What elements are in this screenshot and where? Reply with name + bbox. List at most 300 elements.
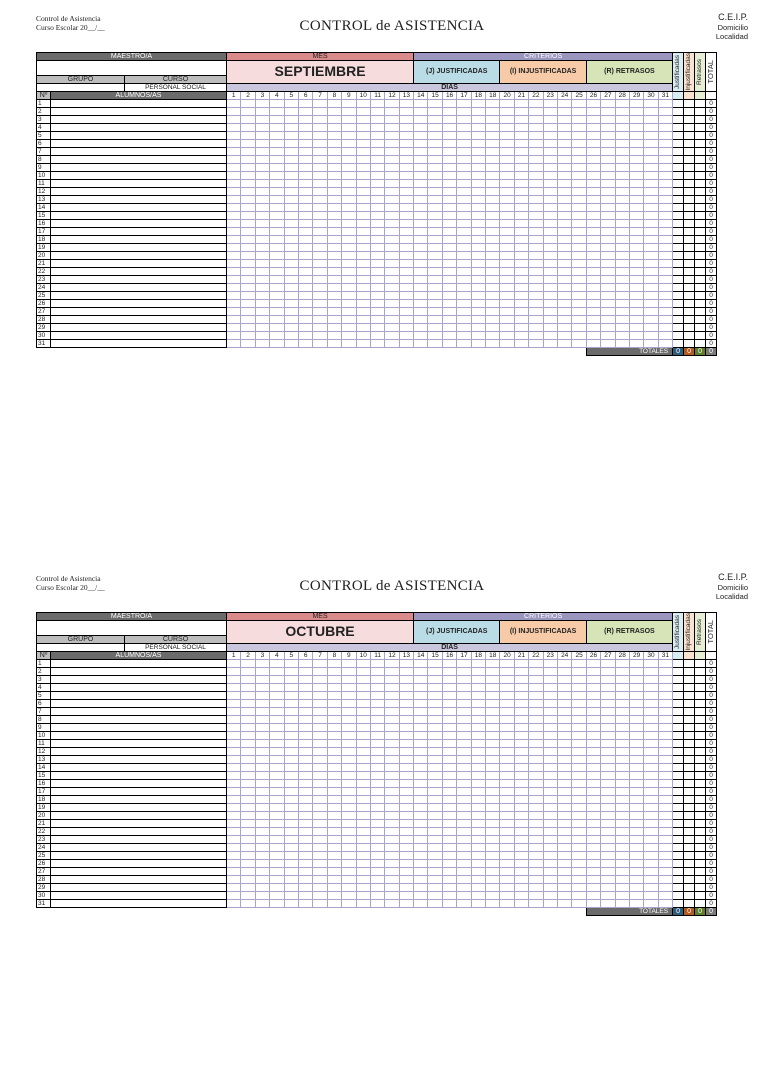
student-name-cell[interactable]	[51, 219, 227, 227]
attendance-cell[interactable]	[284, 819, 298, 827]
attendance-cell[interactable]	[471, 707, 485, 715]
attendance-cell[interactable]	[298, 835, 312, 843]
attendance-cell[interactable]	[514, 875, 528, 883]
attendance-cell[interactable]	[284, 219, 298, 227]
attendance-cell[interactable]	[270, 179, 284, 187]
attendance-cell[interactable]	[586, 259, 600, 267]
attendance-cell[interactable]	[414, 795, 428, 803]
attendance-cell[interactable]	[327, 699, 341, 707]
attendance-cell[interactable]	[500, 339, 514, 347]
attendance-cell[interactable]	[529, 203, 543, 211]
attendance-cell[interactable]	[442, 803, 456, 811]
attendance-cell[interactable]	[514, 291, 528, 299]
attendance-cell[interactable]	[255, 715, 269, 723]
attendance-cell[interactable]	[327, 171, 341, 179]
student-name-cell[interactable]	[51, 307, 227, 315]
attendance-cell[interactable]	[471, 803, 485, 811]
attendance-cell[interactable]	[414, 131, 428, 139]
attendance-cell[interactable]	[298, 691, 312, 699]
attendance-cell[interactable]	[543, 211, 557, 219]
attendance-cell[interactable]	[370, 859, 384, 867]
attendance-cell[interactable]	[629, 835, 643, 843]
attendance-cell[interactable]	[227, 899, 241, 907]
attendance-cell[interactable]	[572, 267, 586, 275]
attendance-cell[interactable]	[514, 659, 528, 667]
attendance-cell[interactable]	[471, 835, 485, 843]
attendance-cell[interactable]	[457, 891, 471, 899]
attendance-cell[interactable]	[644, 899, 658, 907]
attendance-cell[interactable]	[586, 283, 600, 291]
attendance-cell[interactable]	[241, 667, 255, 675]
attendance-cell[interactable]	[514, 755, 528, 763]
attendance-cell[interactable]	[471, 123, 485, 131]
attendance-cell[interactable]	[414, 115, 428, 123]
attendance-cell[interactable]	[529, 675, 543, 683]
attendance-cell[interactable]	[529, 683, 543, 691]
attendance-cell[interactable]	[428, 699, 442, 707]
attendance-cell[interactable]	[514, 331, 528, 339]
attendance-cell[interactable]	[356, 291, 370, 299]
attendance-cell[interactable]	[572, 307, 586, 315]
attendance-cell[interactable]	[414, 707, 428, 715]
attendance-cell[interactable]	[327, 843, 341, 851]
attendance-cell[interactable]	[270, 819, 284, 827]
attendance-cell[interactable]	[543, 259, 557, 267]
attendance-cell[interactable]	[543, 299, 557, 307]
attendance-cell[interactable]	[327, 763, 341, 771]
attendance-cell[interactable]	[586, 899, 600, 907]
attendance-cell[interactable]	[615, 779, 629, 787]
attendance-cell[interactable]	[457, 747, 471, 755]
attendance-cell[interactable]	[255, 227, 269, 235]
attendance-cell[interactable]	[543, 699, 557, 707]
attendance-cell[interactable]	[270, 715, 284, 723]
attendance-cell[interactable]	[644, 843, 658, 851]
attendance-cell[interactable]	[298, 171, 312, 179]
attendance-cell[interactable]	[414, 323, 428, 331]
attendance-cell[interactable]	[298, 187, 312, 195]
attendance-cell[interactable]	[270, 267, 284, 275]
attendance-cell[interactable]	[457, 723, 471, 731]
attendance-cell[interactable]	[557, 299, 571, 307]
attendance-cell[interactable]	[529, 819, 543, 827]
attendance-cell[interactable]	[370, 843, 384, 851]
attendance-cell[interactable]	[644, 227, 658, 235]
attendance-cell[interactable]	[284, 851, 298, 859]
attendance-cell[interactable]	[399, 291, 413, 299]
attendance-cell[interactable]	[644, 819, 658, 827]
attendance-cell[interactable]	[255, 107, 269, 115]
attendance-cell[interactable]	[644, 315, 658, 323]
attendance-cell[interactable]	[514, 771, 528, 779]
attendance-cell[interactable]	[227, 723, 241, 731]
attendance-cell[interactable]	[298, 179, 312, 187]
attendance-cell[interactable]	[298, 139, 312, 147]
attendance-cell[interactable]	[255, 163, 269, 171]
attendance-cell[interactable]	[557, 259, 571, 267]
attendance-cell[interactable]	[313, 763, 327, 771]
attendance-cell[interactable]	[313, 683, 327, 691]
attendance-cell[interactable]	[586, 707, 600, 715]
attendance-cell[interactable]	[370, 139, 384, 147]
attendance-cell[interactable]	[486, 187, 500, 195]
attendance-cell[interactable]	[241, 155, 255, 163]
attendance-cell[interactable]	[572, 283, 586, 291]
attendance-cell[interactable]	[428, 803, 442, 811]
attendance-cell[interactable]	[313, 795, 327, 803]
attendance-cell[interactable]	[644, 675, 658, 683]
attendance-cell[interactable]	[457, 859, 471, 867]
attendance-cell[interactable]	[399, 731, 413, 739]
attendance-cell[interactable]	[284, 99, 298, 107]
attendance-cell[interactable]	[442, 755, 456, 763]
attendance-cell[interactable]	[615, 707, 629, 715]
attendance-cell[interactable]	[227, 107, 241, 115]
attendance-cell[interactable]	[241, 203, 255, 211]
attendance-cell[interactable]	[327, 899, 341, 907]
attendance-cell[interactable]	[615, 827, 629, 835]
attendance-cell[interactable]	[342, 291, 356, 299]
attendance-cell[interactable]	[629, 219, 643, 227]
attendance-cell[interactable]	[255, 267, 269, 275]
attendance-cell[interactable]	[298, 731, 312, 739]
attendance-cell[interactable]	[586, 339, 600, 347]
attendance-cell[interactable]	[356, 299, 370, 307]
attendance-cell[interactable]	[370, 891, 384, 899]
attendance-cell[interactable]	[529, 755, 543, 763]
attendance-cell[interactable]	[442, 203, 456, 211]
student-name-cell[interactable]	[51, 707, 227, 715]
attendance-cell[interactable]	[529, 899, 543, 907]
attendance-cell[interactable]	[529, 827, 543, 835]
attendance-cell[interactable]	[457, 331, 471, 339]
attendance-cell[interactable]	[442, 723, 456, 731]
attendance-cell[interactable]	[385, 891, 399, 899]
attendance-cell[interactable]	[241, 827, 255, 835]
attendance-cell[interactable]	[529, 331, 543, 339]
attendance-cell[interactable]	[572, 291, 586, 299]
attendance-cell[interactable]	[385, 315, 399, 323]
attendance-cell[interactable]	[500, 171, 514, 179]
attendance-cell[interactable]	[486, 699, 500, 707]
attendance-cell[interactable]	[227, 683, 241, 691]
attendance-cell[interactable]	[356, 187, 370, 195]
attendance-cell[interactable]	[227, 659, 241, 667]
attendance-cell[interactable]	[414, 139, 428, 147]
attendance-cell[interactable]	[270, 147, 284, 155]
attendance-cell[interactable]	[457, 803, 471, 811]
attendance-cell[interactable]	[529, 699, 543, 707]
attendance-cell[interactable]	[428, 787, 442, 795]
attendance-cell[interactable]	[644, 323, 658, 331]
attendance-cell[interactable]	[428, 779, 442, 787]
attendance-cell[interactable]	[399, 147, 413, 155]
attendance-cell[interactable]	[557, 107, 571, 115]
attendance-cell[interactable]	[601, 187, 615, 195]
attendance-cell[interactable]	[313, 99, 327, 107]
attendance-cell[interactable]	[327, 731, 341, 739]
attendance-cell[interactable]	[270, 307, 284, 315]
attendance-cell[interactable]	[471, 875, 485, 883]
attendance-cell[interactable]	[658, 779, 672, 787]
attendance-cell[interactable]	[514, 795, 528, 803]
attendance-cell[interactable]	[227, 123, 241, 131]
attendance-cell[interactable]	[601, 123, 615, 131]
attendance-cell[interactable]	[298, 155, 312, 163]
attendance-cell[interactable]	[399, 195, 413, 203]
attendance-cell[interactable]	[586, 723, 600, 731]
attendance-cell[interactable]	[457, 99, 471, 107]
attendance-cell[interactable]	[342, 771, 356, 779]
attendance-cell[interactable]	[644, 755, 658, 763]
attendance-cell[interactable]	[414, 699, 428, 707]
attendance-cell[interactable]	[313, 691, 327, 699]
attendance-cell[interactable]	[457, 107, 471, 115]
attendance-cell[interactable]	[255, 203, 269, 211]
attendance-cell[interactable]	[255, 123, 269, 131]
attendance-cell[interactable]	[327, 883, 341, 891]
attendance-cell[interactable]	[658, 675, 672, 683]
attendance-cell[interactable]	[586, 171, 600, 179]
attendance-cell[interactable]	[658, 275, 672, 283]
attendance-cell[interactable]	[313, 323, 327, 331]
attendance-cell[interactable]	[471, 331, 485, 339]
attendance-cell[interactable]	[500, 323, 514, 331]
attendance-cell[interactable]	[270, 859, 284, 867]
student-name-cell[interactable]	[51, 251, 227, 259]
attendance-cell[interactable]	[414, 867, 428, 875]
attendance-cell[interactable]	[428, 203, 442, 211]
attendance-cell[interactable]	[241, 323, 255, 331]
attendance-cell[interactable]	[457, 131, 471, 139]
attendance-cell[interactable]	[615, 747, 629, 755]
attendance-cell[interactable]	[629, 147, 643, 155]
attendance-cell[interactable]	[342, 739, 356, 747]
attendance-cell[interactable]	[327, 155, 341, 163]
attendance-cell[interactable]	[298, 203, 312, 211]
attendance-cell[interactable]	[629, 851, 643, 859]
attendance-cell[interactable]	[514, 227, 528, 235]
attendance-cell[interactable]	[284, 123, 298, 131]
attendance-cell[interactable]	[428, 843, 442, 851]
attendance-cell[interactable]	[241, 875, 255, 883]
student-name-cell[interactable]	[51, 795, 227, 803]
attendance-cell[interactable]	[572, 835, 586, 843]
attendance-cell[interactable]	[342, 867, 356, 875]
attendance-cell[interactable]	[342, 899, 356, 907]
attendance-cell[interactable]	[586, 139, 600, 147]
attendance-cell[interactable]	[442, 787, 456, 795]
attendance-cell[interactable]	[500, 179, 514, 187]
attendance-cell[interactable]	[414, 659, 428, 667]
attendance-cell[interactable]	[658, 867, 672, 875]
attendance-cell[interactable]	[399, 323, 413, 331]
attendance-cell[interactable]	[601, 211, 615, 219]
attendance-cell[interactable]	[356, 891, 370, 899]
attendance-cell[interactable]	[644, 667, 658, 675]
attendance-cell[interactable]	[442, 339, 456, 347]
attendance-cell[interactable]	[658, 699, 672, 707]
attendance-cell[interactable]	[601, 875, 615, 883]
attendance-cell[interactable]	[486, 827, 500, 835]
attendance-cell[interactable]	[356, 203, 370, 211]
attendance-cell[interactable]	[327, 787, 341, 795]
attendance-cell[interactable]	[342, 235, 356, 243]
attendance-cell[interactable]	[629, 211, 643, 219]
group-field[interactable]	[37, 83, 125, 91]
attendance-cell[interactable]	[270, 707, 284, 715]
attendance-cell[interactable]	[298, 867, 312, 875]
attendance-cell[interactable]	[313, 339, 327, 347]
attendance-cell[interactable]	[255, 299, 269, 307]
attendance-cell[interactable]	[457, 251, 471, 259]
attendance-cell[interactable]	[428, 867, 442, 875]
attendance-cell[interactable]	[385, 667, 399, 675]
attendance-cell[interactable]	[500, 755, 514, 763]
attendance-cell[interactable]	[370, 747, 384, 755]
attendance-cell[interactable]	[399, 875, 413, 883]
attendance-cell[interactable]	[601, 315, 615, 323]
attendance-cell[interactable]	[572, 187, 586, 195]
attendance-cell[interactable]	[298, 211, 312, 219]
attendance-cell[interactable]	[270, 683, 284, 691]
attendance-cell[interactable]	[471, 251, 485, 259]
attendance-cell[interactable]	[601, 107, 615, 115]
attendance-cell[interactable]	[342, 683, 356, 691]
attendance-cell[interactable]	[471, 283, 485, 291]
attendance-cell[interactable]	[313, 155, 327, 163]
attendance-cell[interactable]	[658, 179, 672, 187]
attendance-cell[interactable]	[457, 835, 471, 843]
attendance-cell[interactable]	[241, 883, 255, 891]
attendance-cell[interactable]	[572, 699, 586, 707]
attendance-cell[interactable]	[586, 699, 600, 707]
attendance-cell[interactable]	[313, 211, 327, 219]
attendance-cell[interactable]	[241, 291, 255, 299]
attendance-cell[interactable]	[342, 275, 356, 283]
attendance-cell[interactable]	[615, 99, 629, 107]
attendance-cell[interactable]	[356, 771, 370, 779]
attendance-cell[interactable]	[414, 251, 428, 259]
attendance-cell[interactable]	[529, 107, 543, 115]
attendance-cell[interactable]	[457, 675, 471, 683]
attendance-cell[interactable]	[385, 299, 399, 307]
attendance-cell[interactable]	[644, 187, 658, 195]
attendance-cell[interactable]	[529, 275, 543, 283]
attendance-cell[interactable]	[658, 163, 672, 171]
attendance-cell[interactable]	[270, 243, 284, 251]
attendance-cell[interactable]	[414, 819, 428, 827]
attendance-cell[interactable]	[227, 179, 241, 187]
attendance-cell[interactable]	[342, 267, 356, 275]
attendance-cell[interactable]	[370, 267, 384, 275]
attendance-cell[interactable]	[313, 859, 327, 867]
attendance-cell[interactable]	[327, 299, 341, 307]
attendance-cell[interactable]	[486, 715, 500, 723]
attendance-cell[interactable]	[313, 235, 327, 243]
attendance-cell[interactable]	[543, 187, 557, 195]
attendance-cell[interactable]	[227, 203, 241, 211]
attendance-cell[interactable]	[543, 803, 557, 811]
attendance-cell[interactable]	[644, 107, 658, 115]
attendance-cell[interactable]	[457, 195, 471, 203]
attendance-cell[interactable]	[399, 747, 413, 755]
attendance-cell[interactable]	[586, 715, 600, 723]
attendance-cell[interactable]	[442, 107, 456, 115]
teacher-name-field[interactable]	[37, 61, 227, 76]
attendance-cell[interactable]	[658, 787, 672, 795]
attendance-cell[interactable]	[270, 99, 284, 107]
attendance-cell[interactable]	[313, 779, 327, 787]
attendance-cell[interactable]	[428, 331, 442, 339]
attendance-cell[interactable]	[385, 819, 399, 827]
attendance-cell[interactable]	[399, 715, 413, 723]
attendance-cell[interactable]	[227, 739, 241, 747]
attendance-cell[interactable]	[471, 819, 485, 827]
attendance-cell[interactable]	[644, 763, 658, 771]
attendance-cell[interactable]	[342, 843, 356, 851]
attendance-cell[interactable]	[471, 867, 485, 875]
attendance-cell[interactable]	[356, 707, 370, 715]
attendance-cell[interactable]	[500, 739, 514, 747]
attendance-cell[interactable]	[241, 123, 255, 131]
attendance-cell[interactable]	[500, 787, 514, 795]
attendance-cell[interactable]	[241, 131, 255, 139]
attendance-cell[interactable]	[457, 899, 471, 907]
attendance-cell[interactable]	[514, 147, 528, 155]
attendance-cell[interactable]	[457, 875, 471, 883]
attendance-cell[interactable]	[557, 235, 571, 243]
attendance-cell[interactable]	[284, 155, 298, 163]
attendance-cell[interactable]	[298, 763, 312, 771]
attendance-cell[interactable]	[342, 667, 356, 675]
attendance-cell[interactable]	[370, 275, 384, 283]
attendance-cell[interactable]	[255, 131, 269, 139]
attendance-cell[interactable]	[572, 115, 586, 123]
attendance-cell[interactable]	[514, 203, 528, 211]
attendance-cell[interactable]	[428, 683, 442, 691]
attendance-cell[interactable]	[529, 691, 543, 699]
attendance-cell[interactable]	[399, 667, 413, 675]
attendance-cell[interactable]	[644, 779, 658, 787]
student-name-cell[interactable]	[51, 755, 227, 763]
attendance-cell[interactable]	[629, 771, 643, 779]
attendance-cell[interactable]	[557, 875, 571, 883]
attendance-cell[interactable]	[601, 883, 615, 891]
attendance-cell[interactable]	[342, 251, 356, 259]
attendance-cell[interactable]	[255, 843, 269, 851]
attendance-cell[interactable]	[356, 683, 370, 691]
attendance-cell[interactable]	[241, 731, 255, 739]
attendance-cell[interactable]	[644, 891, 658, 899]
attendance-cell[interactable]	[486, 219, 500, 227]
attendance-cell[interactable]	[557, 155, 571, 163]
attendance-cell[interactable]	[327, 163, 341, 171]
attendance-cell[interactable]	[414, 267, 428, 275]
attendance-cell[interactable]	[370, 203, 384, 211]
attendance-cell[interactable]	[500, 763, 514, 771]
attendance-cell[interactable]	[601, 859, 615, 867]
attendance-cell[interactable]	[227, 339, 241, 347]
attendance-cell[interactable]	[298, 115, 312, 123]
attendance-cell[interactable]	[399, 123, 413, 131]
attendance-cell[interactable]	[629, 307, 643, 315]
attendance-cell[interactable]	[428, 179, 442, 187]
attendance-cell[interactable]	[342, 827, 356, 835]
attendance-cell[interactable]	[486, 291, 500, 299]
attendance-cell[interactable]	[284, 339, 298, 347]
attendance-cell[interactable]	[342, 731, 356, 739]
